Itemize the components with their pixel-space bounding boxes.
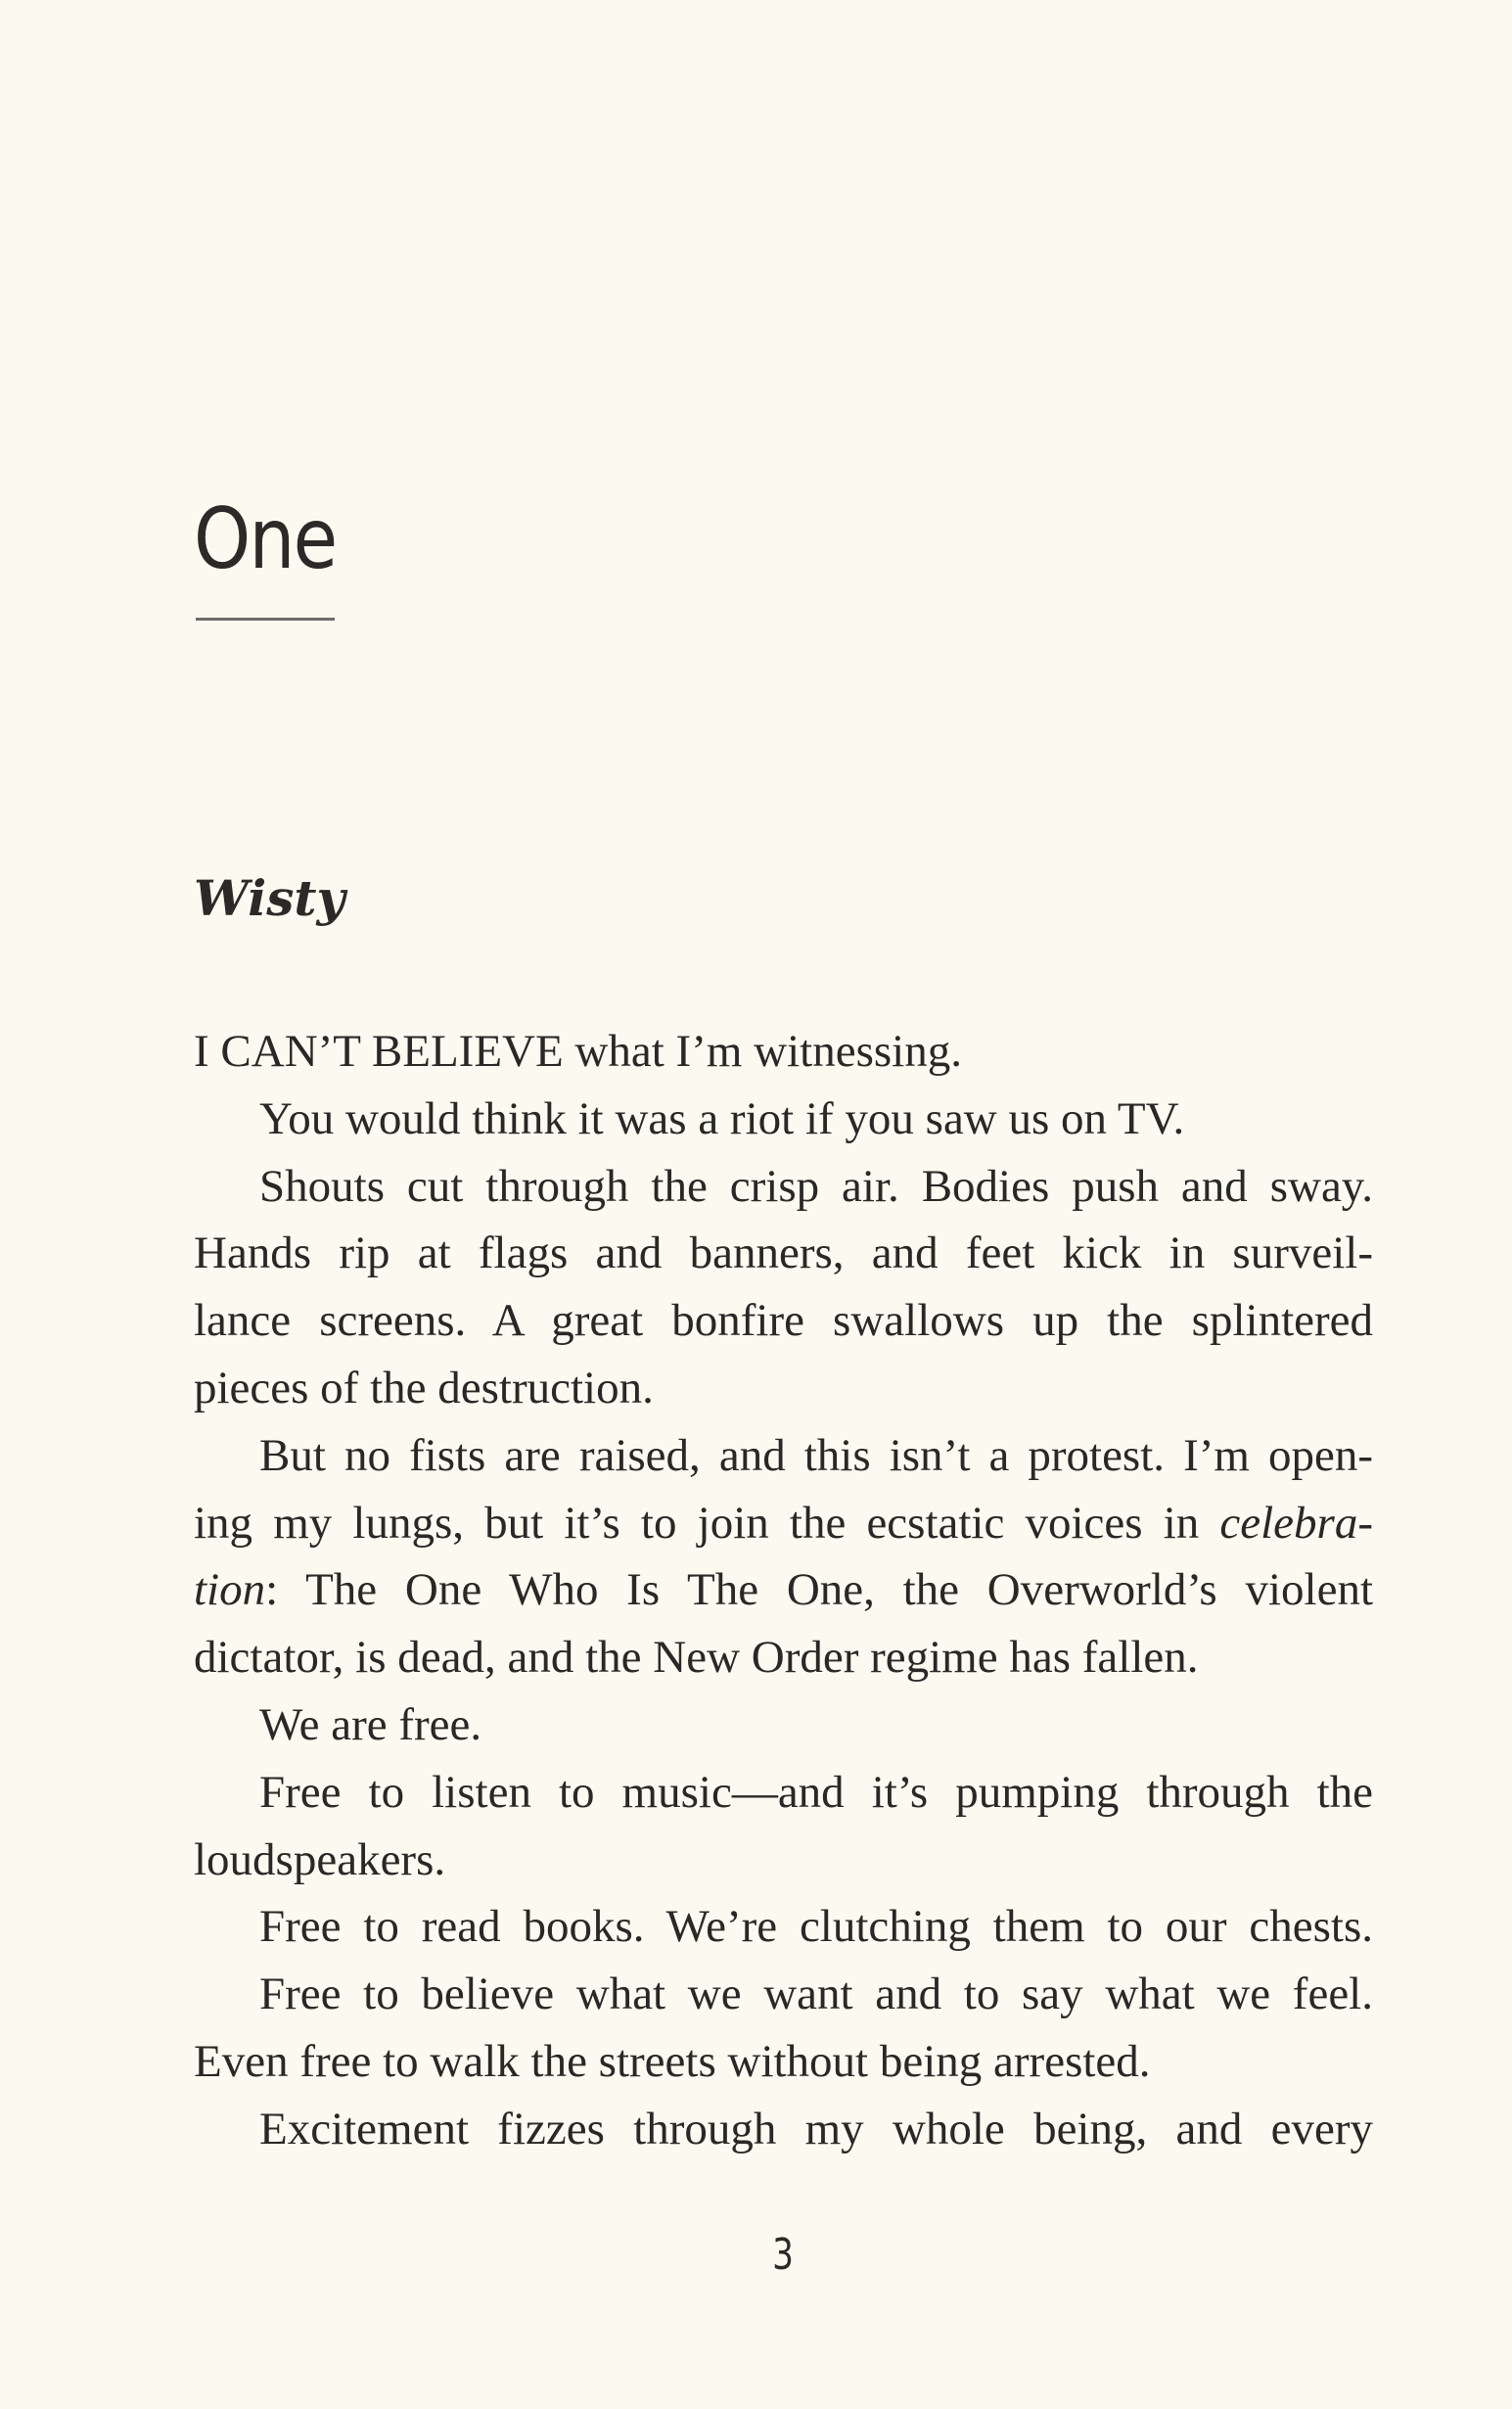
body-line: Shouts cut through the crisp air. Bodies push and sway.: [259, 1160, 1373, 1212]
body-line: loudspeakers.: [194, 1833, 446, 1885]
body-text-segment: ing my lungs, but it’s to join the ecstatic voices in: [194, 1497, 1220, 1549]
body-line: I CAN’T BELIEVE what I’m witnessing.: [194, 1026, 962, 1077]
body-line: pieces of the destruction.: [194, 1362, 654, 1413]
body-line: Hands rip at flags and banners, and feet kick in surveil-: [194, 1228, 1373, 1279]
body-line: Free to believe what we want and to say what we feel.: [259, 1969, 1373, 2020]
body-line: We are free.: [259, 1698, 482, 1750]
body-line: You would think it was a riot if you saw us on TV.: [259, 1092, 1185, 1144]
body-line: Excitement fizzes through my whole being, and every: [259, 2103, 1373, 2154]
chapter-title-underline: [196, 618, 335, 621]
body-line: [194, 1556, 1373, 1624]
body-line: Even free to walk the streets without being arrested.: [194, 2035, 1151, 2087]
body-text-italic: celebra-: [1219, 1497, 1373, 1549]
chapter-title: One: [194, 490, 337, 588]
body-line: [194, 1490, 1373, 1557]
body-line: Free to read books. We’re clutching them to our chests.: [259, 1901, 1373, 1953]
body-line: But no fists are raised, and this isn’t a protest. I’m open-: [259, 1429, 1373, 1481]
body-text-italic: tion: [194, 1564, 266, 1616]
body-line: lance screens. A great bonfire swallows up the splintered: [194, 1295, 1373, 1347]
body-line: Free to listen to music—and it’s pumping through the: [259, 1766, 1373, 1818]
body-text-segment: : The One Who Is The One, the Overworld’s violent: [265, 1564, 1373, 1616]
body-line: dictator, is dead, and the New Order regime has fallen.: [194, 1632, 1199, 1684]
body-text: [194, 1018, 1373, 2163]
page-number: 3: [772, 2230, 794, 2280]
section-heading: Wisty: [194, 869, 345, 927]
